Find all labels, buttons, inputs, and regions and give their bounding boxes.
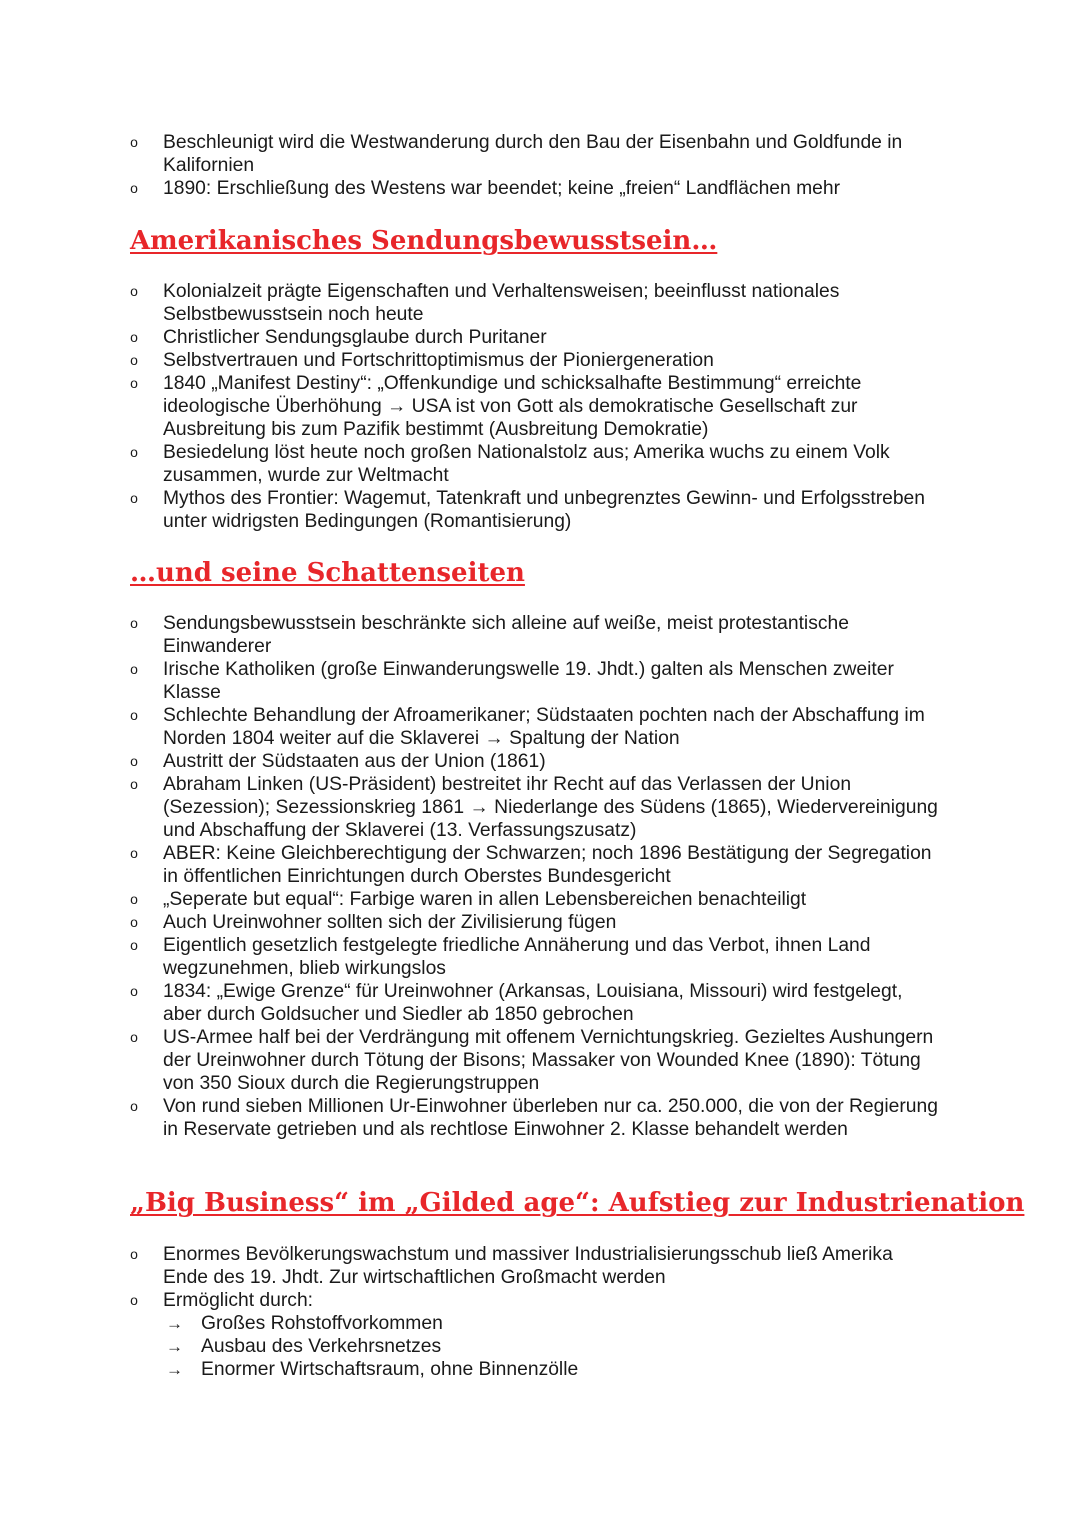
section2-list [0,612,1080,1141]
list-item-text: Beschleunigt wird die Westwanderung durch den Bau der Eisenbahn und Goldfunde in Kalifornien [163,132,903,176]
list-item [0,349,1080,372]
sub-list-item-text: Enormer Wirtschaftsraum, ohne Binnenzölle [201,1359,579,1380]
bullet-icon: o [130,180,138,196]
list-item-text: Irische Katholiken (große Einwanderungswelle 19. Jhdt.) galten als Menschen zweiter Klasse [163,659,894,703]
sub-list-item [163,1312,940,1335]
list-item-text: Besiedelung löst heute noch großen Nationalstolz aus; Amerika wuchs zu einem Volk zusammen, wurde zur Weltmacht [163,442,890,486]
sub-list-item-text: Großes Rohstoffvorkommen [201,1313,443,1334]
section-heading-sendungsbewusstsein: Amerikanisches Sendungsbewusstsein… [130,226,718,256]
list-item [0,934,1080,980]
list-item [0,177,1080,200]
list-item-text: Enormes Bevölkerungswachstum und massiver Industrialisierungsschub ließ Amerika Ende des 19. Jhdt. Zur wirtschaftlichen Großmacht werden [163,1244,893,1288]
bullet-icon: o [130,134,138,150]
bullet-icon: o [130,983,138,999]
list-item [0,487,1080,533]
list-item [0,1243,1080,1289]
list-item [0,372,1080,441]
intro-list [0,131,1080,200]
list-item-text: Auch Ureinwohner sollten sich der Zivilisierung fügen [163,912,617,933]
list-item [0,131,1080,177]
list-item [0,704,1080,750]
list-item [0,750,1080,773]
bullet-icon: o [130,1246,138,1262]
list-item-text: Abraham Linken (US-Präsident) bestreitet ihr Recht auf das Verlassen der Union (Sezession); Sezessionskrieg 1861 → Niederlange des Südens (1865), Wiedervereinigung und Abschaffung der Sklaverei (13. Verfassungszusatz) [163,774,938,841]
bullet-icon: o [130,707,138,723]
sub-list-item [163,1358,940,1381]
bullet-icon: o [130,283,138,299]
list-item-text: Kolonialzeit prägte Eigenschaften und Verhaltensweisen; beeinflusst nationales Selbstbewusstsein noch heute [163,281,840,325]
list-item [0,911,1080,934]
bullet-icon: o [130,329,138,345]
list-item-text: US-Armee half bei der Verdrängung mit offenem Vernichtungskrieg. Gezieltes Aushungern der Ureinwohner durch Tötung der Bisons; Massaker von Wounded Knee (1890): Tötung von 350 Sioux durch die Regierungstruppen [163,1027,934,1094]
list-item [0,888,1080,911]
list-item [0,980,1080,1026]
bullet-icon: o [130,753,138,769]
list-item-text: 1840 „Manifest Destiny“: „Offenkundige und schicksalhafte Bestimmung“ erreichte ideologische Überhöhung → USA ist von Gott als demokratische Gesellschaft zur Ausbreitung bis zum Pazifik bestimmt (Ausbreitung Demokratie) [163,373,862,440]
list-item-text: Sendungsbewusstsein beschränkte sich alleine auf weiße, meist protestantische Einwanderer [163,613,849,657]
bullet-icon: o [130,444,138,460]
arrow-right-icon: → [166,1314,183,1333]
list-item-text: ABER: Keine Gleichberechtigung der Schwarzen; noch 1896 Bestätigung der Segregation in öffentlichen Einrichtungen durch Oberstes Bundesgericht [163,843,932,887]
bullet-icon: o [130,352,138,368]
bullet-icon: o [130,1098,138,1114]
list-item-text: Christlicher Sendungsglaube durch Puritaner [163,327,547,348]
list-item-text: Mythos des Frontier: Wagemut, Tatenkraft und unbegrenztes Gewinn- und Erfolgsstreben unter widrigsten Bedingungen (Romantisierung) [163,488,926,532]
sub-list-item [163,1335,940,1358]
bullet-icon: o [130,661,138,677]
bullet-icon: o [130,891,138,907]
list-item-text: Eigentlich gesetzlich festgelegte friedliche Annäherung und das Verbot, ihnen Land wegzunehmen, blieb wirkungslos [163,935,871,979]
bullet-icon: o [130,914,138,930]
list-item [0,773,1080,842]
list-item [0,1289,1080,1381]
bullet-icon: o [130,776,138,792]
bullet-icon: o [130,615,138,631]
sub-list-item-text: Ausbau des Verkehrsnetzes [201,1336,442,1357]
list-item [0,441,1080,487]
list-item [0,842,1080,888]
section1-list [0,280,1080,533]
list-item-text: Austritt der Südstaaten aus der Union (1861) [163,751,546,772]
list-item [0,280,1080,326]
list-item-text: 1890: Erschließung des Westens war beendet; keine „freien“ Landflächen mehr [163,178,841,199]
arrow-right-icon: → [166,1337,183,1356]
list-item [0,326,1080,349]
bullet-icon: o [130,845,138,861]
bullet-icon: o [130,490,138,506]
list-item [0,658,1080,704]
bullet-icon: o [130,937,138,953]
list-item-text: Schlechte Behandlung der Afroamerikaner; Südstaaten pochten nach der Abschaffung im Norden 1804 weiter auf die Sklaverei → Spaltung der Nation [163,705,925,749]
list-item-text: Selbstvertrauen und Fortschrittoptimismus der Pioniergeneration [163,350,714,371]
list-item-text: 1834: „Ewige Grenze“ für Ureinwohner (Arkansas, Louisiana, Missouri) wird festgelegt, aber durch Goldsucher und Siedler ab 1850 gebrochen [163,981,903,1025]
list-item [0,612,1080,658]
bullet-icon: o [130,375,138,391]
section-heading-big-business: „Big Business“ im „Gilded age“: Aufstieg zur Industrienation [130,1188,1025,1218]
list-item-text: Von rund sieben Millionen Ur-Einwohner überleben nur ca. 250.000, die von der Regierung in Reservate getrieben und als rechtlose Einwohner 2. Klasse behandelt werden [163,1096,938,1140]
list-item-text: Ermöglicht durch: [163,1290,314,1311]
section-heading-schattenseiten: …und seine Schattenseiten [130,558,525,588]
arrow-right-icon: → [166,1360,183,1379]
list-item [0,1095,1080,1141]
bullet-icon: o [130,1029,138,1045]
list-item [0,1026,1080,1095]
bullet-icon: o [130,1292,138,1308]
list-item-text: „Seperate but equal“: Farbige waren in allen Lebensbereichen benachteiligt [163,889,807,910]
sub-list [163,1312,940,1381]
section3-list [0,1243,1080,1381]
